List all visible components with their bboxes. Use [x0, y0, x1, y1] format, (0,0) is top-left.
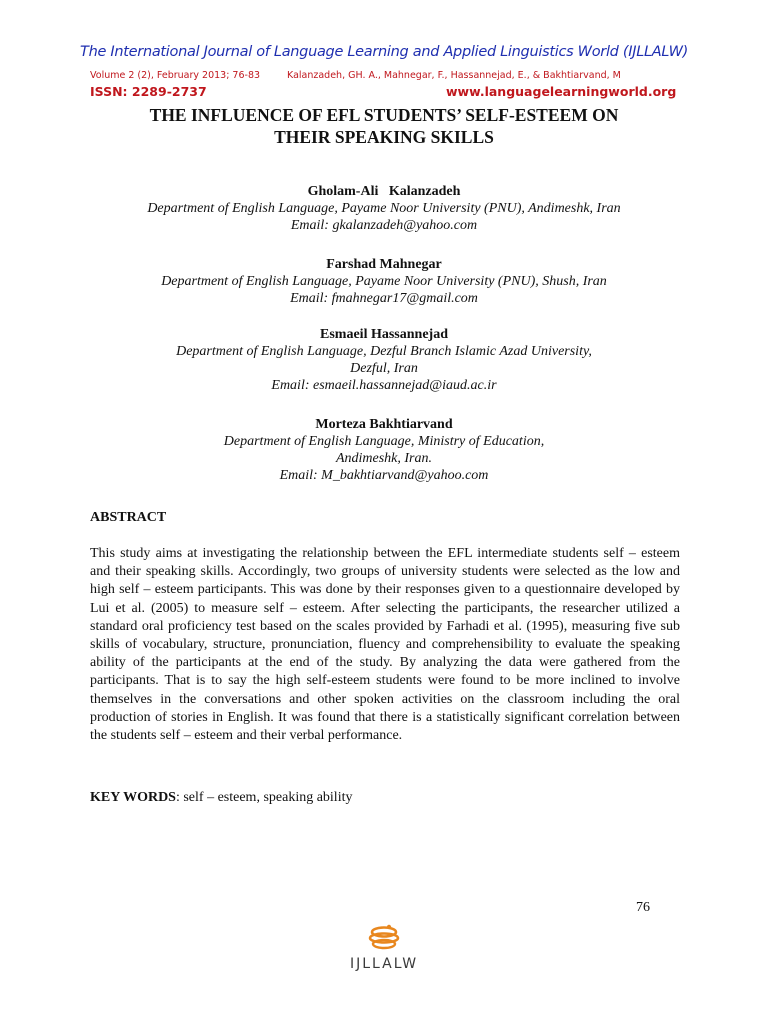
journal-logo — [336, 924, 436, 984]
author-block — [0, 326, 768, 394]
paper-title-line-1: THE INFLUENCE OF EFL STUDENTS’ SELF-ESTEEM ON — [149, 105, 619, 125]
page-number: 76 — [636, 900, 650, 915]
issn: ISSN: 2289-2737 — [90, 84, 207, 99]
abstract-heading: ABSTRACT — [90, 510, 167, 525]
journal-title: The International Journal of Language Learning and Applied Linguistics World (IJLLALW) — [80, 44, 688, 60]
author-location: Andimeshk, Iran. — [335, 451, 433, 466]
author-affiliation: Department of English Language, Dezful Branch Islamic Azad University, — [176, 344, 592, 359]
author-name: Gholam-Ali Kalanzadeh — [307, 184, 461, 199]
keywords — [90, 790, 352, 806]
paper-title-line-2: THEIR SPEAKING SKILLS — [274, 127, 494, 147]
journal-website-link[interactable]: www.languagelearningworld.org — [446, 84, 677, 99]
logo-text: IJLLALW — [349, 956, 419, 972]
author-block — [0, 416, 768, 484]
author-name: Morteza Bakhtiarvand — [315, 417, 453, 432]
author-email[interactable]: Email: gkalanzadeh@yahoo.com — [290, 218, 478, 233]
author-location: Dezful, Iran — [350, 361, 418, 376]
keywords-value: : self – esteem, speaking ability — [175, 790, 353, 805]
keywords-label: KEY WORDS — [90, 790, 176, 805]
issue-info: Volume 2 (2), February 2013; 76-83 — [90, 70, 261, 81]
paper-title — [0, 104, 768, 148]
author-email[interactable]: Email: esmaeil.hassannejad@iaud.ac.ir — [271, 378, 497, 393]
abstract-body: This study aims at investigating the relationship between the EFL intermediate students self – esteem and their speaking skills. Accordingly, two groups of university students were selected as the low and high self – esteem participants. This was done by their responses given to a questionnaire developed by Lui et al. (2005) to measure self – esteem. After selecting the participants, the researcher utilized a standard oral proficiency test based on the scales provided by Farhadi et al. (1995), measuring five sub skills of vocabulary, structure, pronunciation, fluency and comprehensibility to evaluate the speaking ability of the participants at the end of the study. By analyzing the data were gathered from the participants. That is to say the high self-esteem students were found to be more inclined to involve themselves in the conversations and other spoken activities on the classroom including the oral production of stories in English. It was found that there is a statistically significant correlation between the students self – esteem and their verbal performance. — [90, 546, 680, 744]
author-name: Farshad Mahnegar — [326, 257, 442, 272]
author-block — [0, 183, 768, 234]
author-affiliation: Department of English Language, Payame Noor University (PNU), Andimeshk, Iran — [147, 201, 621, 216]
author-name: Esmaeil Hassannejad — [320, 327, 448, 342]
author-affiliation: Department of English Language, Payame Noor University (PNU), Shush, Iran — [161, 274, 607, 289]
author-block — [0, 256, 768, 307]
author-email[interactable]: Email: M_bakhtiarvand@yahoo.com — [279, 468, 489, 483]
running-authors: Kalanzadeh, GH. A., Mahnegar, F., Hassannejad, E., & Bakhtiarvand, M — [287, 70, 621, 81]
logo-swirl-icon — [367, 924, 401, 954]
author-affiliation: Department of English Language, Ministry of Education, — [223, 434, 545, 449]
author-email[interactable]: Email: fmahnegar17@gmail.com — [290, 291, 478, 306]
